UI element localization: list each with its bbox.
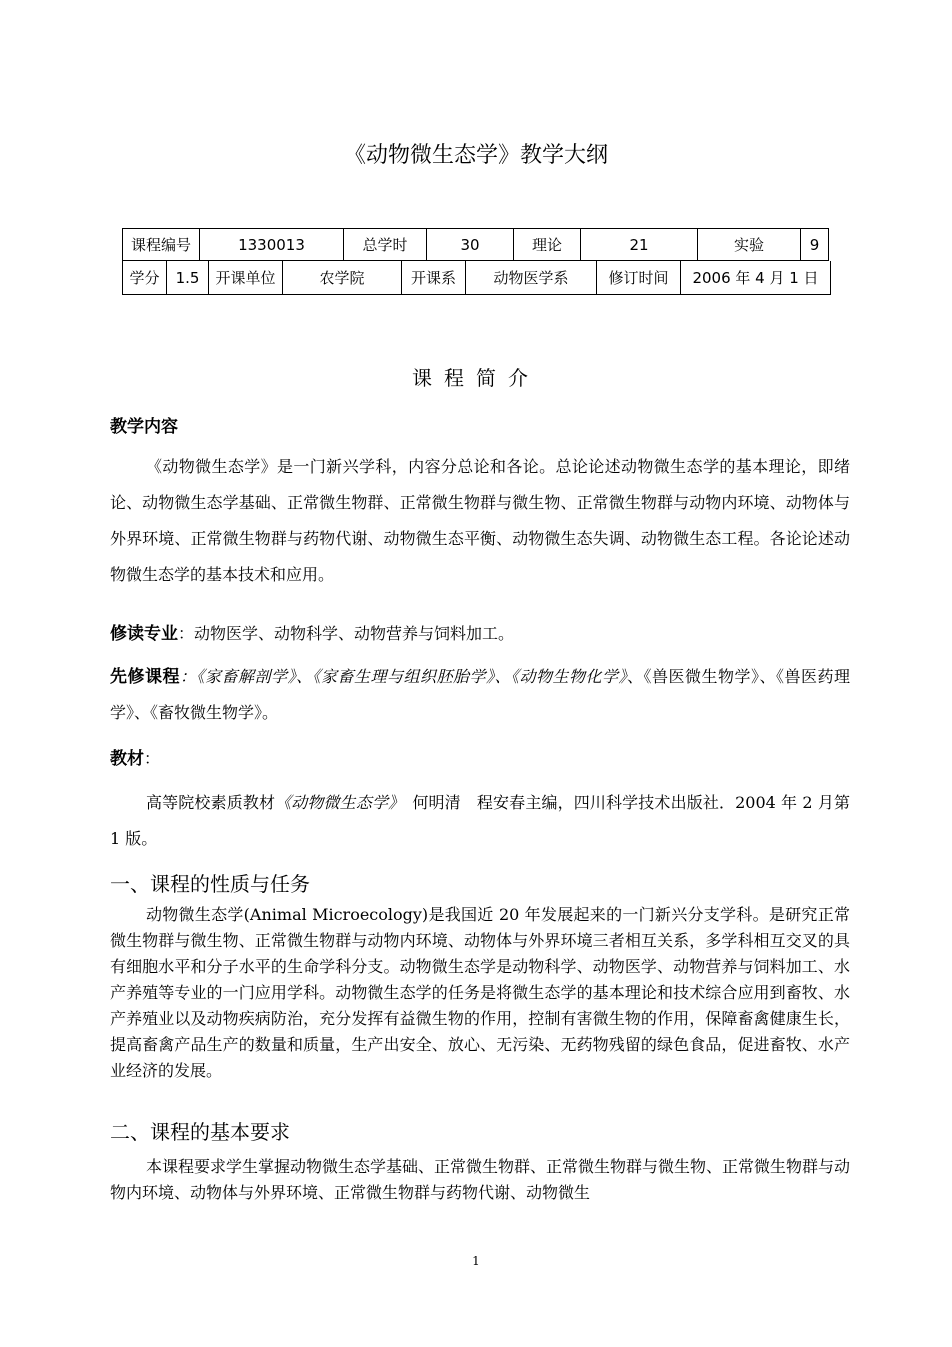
theory-hours-value: 21 bbox=[581, 229, 698, 260]
textbook-book-title: 《动物微生态学》 bbox=[275, 793, 397, 812]
section-2-text: 本课程要求学生掌握动物微生态学基础、正常微生物群、正常微生物群与微生物、正常微生物群与动物内环境、动物体与外界环境、正常微生物群与药物代谢、动物微生 bbox=[110, 1157, 851, 1202]
textbook-colon: ： bbox=[144, 749, 161, 768]
section-2-heading: 二、课程的基本要求 bbox=[110, 1120, 290, 1144]
prerequisites-label: 先修课程 bbox=[110, 667, 180, 687]
course-code-label: 课程编号 bbox=[123, 229, 200, 260]
revision-date-value: 2006 年 4 月 1 日 bbox=[692, 269, 819, 287]
total-hours-label: 总学时 bbox=[344, 229, 427, 260]
course-code-value: 1330013 bbox=[200, 229, 344, 260]
offering-dept-label: 开课系 bbox=[402, 261, 466, 294]
section-nature-tasks bbox=[110, 868, 850, 1084]
textbook-section bbox=[110, 744, 850, 857]
section-basic-requirements bbox=[110, 1116, 850, 1206]
lab-hours-label: 实验 bbox=[698, 229, 801, 260]
prerequisites-text-italic: ：《家畜解剖学》、《家畜生理与组织胚胎学》、《动物生物化学》 bbox=[180, 667, 627, 686]
document-title: 《动物微生态学》教学大纲 bbox=[343, 143, 608, 168]
section-1-heading: 一、课程的性质与任务 bbox=[110, 872, 310, 896]
teaching-content-heading: 教学内容 bbox=[110, 417, 178, 437]
majors-line bbox=[110, 616, 850, 652]
course-info-row-1 bbox=[122, 228, 829, 261]
textbook-heading: 教材 bbox=[110, 749, 144, 769]
majors-label: 修读专业 bbox=[110, 624, 178, 644]
offering-dept-value: 动物医学系 bbox=[466, 261, 597, 294]
total-hours-value: 30 bbox=[427, 229, 514, 260]
section-1-text: 动物微生态学(Animal Microecology)是我国近 20 年发展起来的一门新兴分支学科。是研究正常微生物群与微生物、正常微生物群与动物内环境、动物体与外界环境三者相互关系，多学科相互交叉的具有细胞水平和分子水平的生命学科分支。动物微生态学是动物科学、动物医学、动物营养与饲料加工、水产养殖等专业的一门应用学科。动物微生态学的任务是将微生态学的基本理论和技术综合应用到畜牧、水产养殖业以及动物疾病防治，充分发挥有益微生物的作用，控制有害微生物的作用，保障畜禽健康生长，提高畜禽产品生产的数量和质量，生产出安全、放心、无污染、无药物残留的绿色食品，促进畜牧、水产业经济的发展。 bbox=[110, 905, 850, 1080]
course-info-row-2 bbox=[122, 261, 831, 295]
textbook-text bbox=[110, 785, 850, 857]
page-number: 1 bbox=[472, 1254, 480, 1268]
revision-date-label: 修订时间 bbox=[597, 261, 681, 294]
majors-text: ：动物医学、动物科学、动物营养与饲料加工。 bbox=[178, 624, 515, 643]
course-intro-heading: 课程简介 bbox=[412, 366, 540, 390]
credits-label: 学分 bbox=[123, 261, 167, 294]
department-unit-value: 农学院 bbox=[283, 261, 402, 294]
prerequisites-text: 、《兽医微生物学》、《兽医药理学》、《畜牧微生物学》。 bbox=[110, 667, 850, 722]
teaching-content-section bbox=[110, 412, 850, 593]
teaching-content-text: 《动物微生态学》是一门新兴学科，内容分总论和各论。总论论述动物微生态学的基本理论，即绪论、动物微生态学基础、正常微生物群、正常微生物群与微生物、正常微生物群与动物内环境、动物体与外界环境、正常微生物群与药物代谢、动物微生态平衡、动物微生态失调、动物微生态工程。各论论述动物微生态学的基本技术和应用。 bbox=[110, 457, 850, 584]
prerequisites-line bbox=[110, 659, 850, 731]
credits-value: 1.5 bbox=[167, 261, 209, 294]
theory-hours-label: 理论 bbox=[514, 229, 581, 260]
textbook-rest: 何明清 程安春主编，四川科学技术出版社．2004 年 2 月第 1 版。 bbox=[110, 793, 850, 848]
department-unit-label: 开课单位 bbox=[209, 261, 283, 294]
textbook-prefix: 高等院校素质教材 bbox=[146, 793, 276, 812]
lab-hours-value: 9 bbox=[809, 235, 820, 254]
course-info-table bbox=[122, 228, 831, 295]
